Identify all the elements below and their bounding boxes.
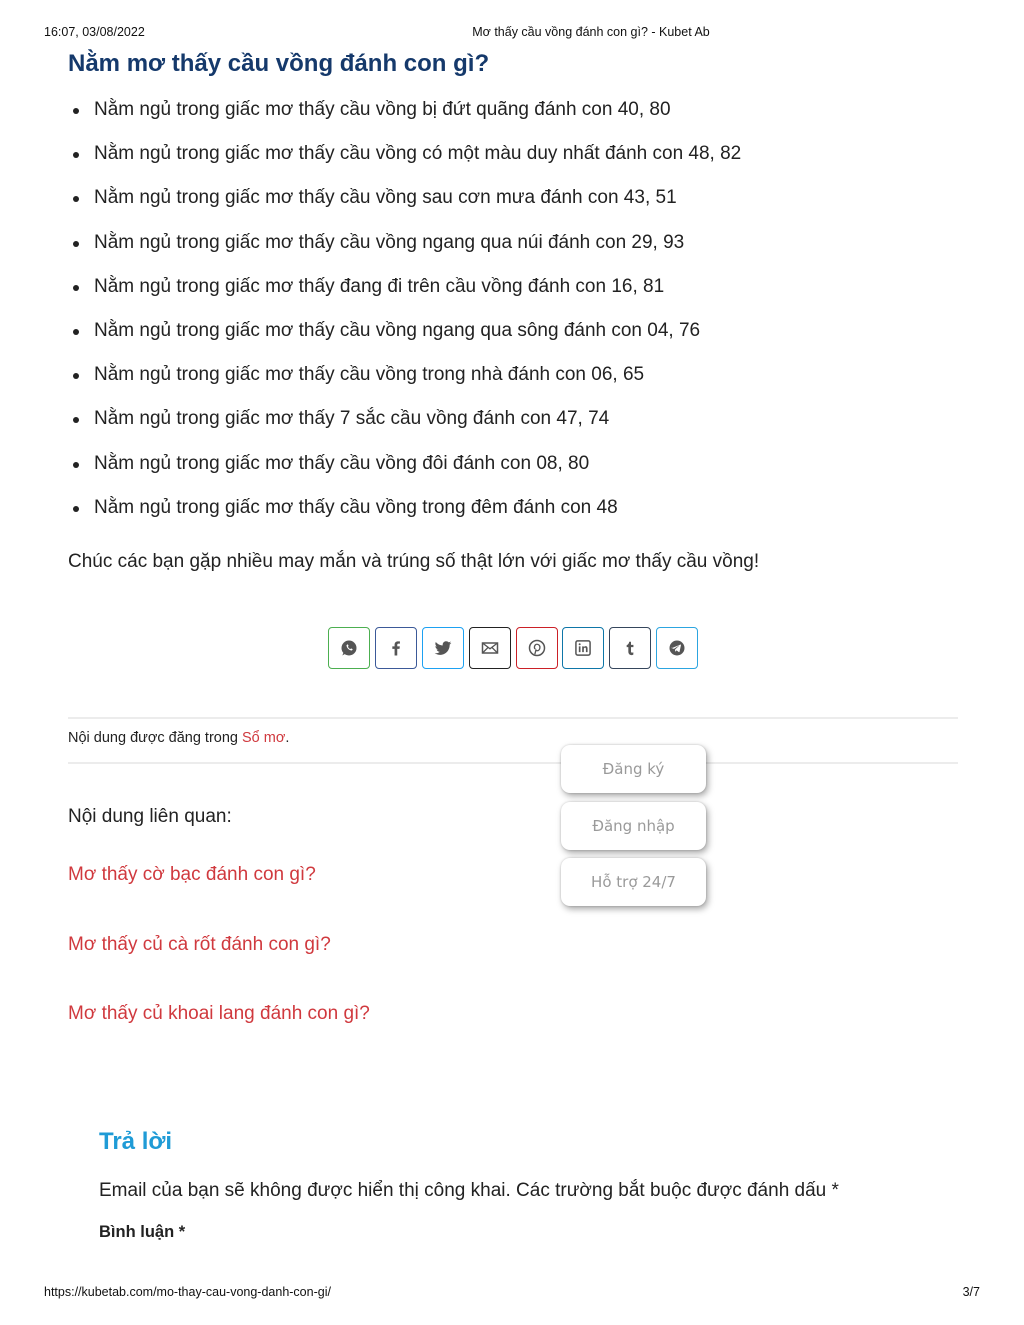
related-link[interactable]: Mơ thấy củ khoai lang đánh con gì? [68,1003,370,1024]
list-item: Nằm ngủ trong giấc mơ thấy cầu vồng ngang qua sông đánh con 04, 76 [68,313,741,357]
facebook-icon [386,638,406,658]
list-item: Nằm ngủ trong giấc mơ thấy cầu vồng trong đêm đánh con 48 [68,490,741,534]
article-heading: Nằm mơ thấy cầu vồng đánh con gì? [68,50,490,77]
related-link[interactable]: Mơ thấy cờ bạc đánh con gì? [68,864,316,885]
share-facebook-button[interactable] [375,627,417,669]
list-item: Nằm ngủ trong giấc mơ thấy cầu vồng có một màu duy nhất đánh con 48, 82 [68,136,741,180]
print-page-number: 3/7 [962,1285,980,1299]
pinterest-icon [527,638,547,658]
share-linkedin-button[interactable] [562,627,604,669]
email-icon [480,638,500,658]
print-header [0,25,1024,41]
closing-text: Chúc các bạn gặp nhiều may mắn và trúng số thật lớn với giấc mơ thấy cầu vồng! [68,551,760,572]
dream-list [68,92,741,534]
related-title: Nội dung liên quan: [68,806,232,827]
tumblr-icon [620,638,640,658]
category-prefix: Nội dung được đăng trong [68,730,242,746]
list-item: Nằm ngủ trong giấc mơ thấy cầu vồng bị đứt quãng đánh con 40, 80 [68,92,741,136]
list-item: Nằm ngủ trong giấc mơ thấy cầu vồng đôi đánh con 08, 80 [68,446,741,490]
share-telegram-button[interactable] [656,627,698,669]
reply-note: Email của bạn sẽ không được hiển thị công khai. Các trường bắt buộc được đánh dấu * [99,1180,839,1201]
category-suffix: . [285,730,290,746]
login-button[interactable]: Đăng nhập [561,802,706,850]
divider [68,717,958,719]
register-button[interactable]: Đăng ký [561,745,706,793]
list-item: Nằm ngủ trong giấc mơ thấy 7 sắc cầu vồng đánh con 47, 74 [68,401,741,445]
reply-title: Trả lời [99,1128,173,1155]
print-datetime: 16:07, 03/08/2022 [44,25,145,39]
linkedin-icon [573,638,593,658]
whatsapp-icon [339,638,359,658]
share-pinterest-button[interactable] [516,627,558,669]
twitter-icon [433,638,453,658]
list-item: Nằm ngủ trong giấc mơ thấy đang đi trên cầu vồng đánh con 16, 81 [68,269,741,313]
share-email-button[interactable] [469,627,511,669]
list-item: Nằm ngủ trong giấc mơ thấy cầu vồng ngang qua núi đánh con 29, 93 [68,225,741,269]
related-link[interactable]: Mơ thấy củ cà rốt đánh con gì? [68,934,331,955]
print-page-title: Mơ thấy cầu vồng đánh con gì? - Kubet Ab [472,25,710,39]
category-link[interactable]: Sổ mơ [242,730,286,746]
list-item: Nằm ngủ trong giấc mơ thấy cầu vồng sau cơn mưa đánh con 43, 51 [68,180,741,224]
support-button[interactable]: Hỗ trợ 24/7 [561,858,706,906]
telegram-icon [667,638,687,658]
divider [68,762,958,764]
share-twitter-button[interactable] [422,627,464,669]
comment-label: Bình luận * [99,1223,186,1241]
category-line [68,730,289,746]
print-footer [0,1285,1024,1301]
list-item: Nằm ngủ trong giấc mơ thấy cầu vồng trong nhà đánh con 06, 65 [68,357,741,401]
share-tumblr-button[interactable] [609,627,651,669]
print-url: https://kubetab.com/mo-thay-cau-vong-danh-con-gi/ [44,1285,331,1299]
share-whatsapp-button[interactable] [328,627,370,669]
